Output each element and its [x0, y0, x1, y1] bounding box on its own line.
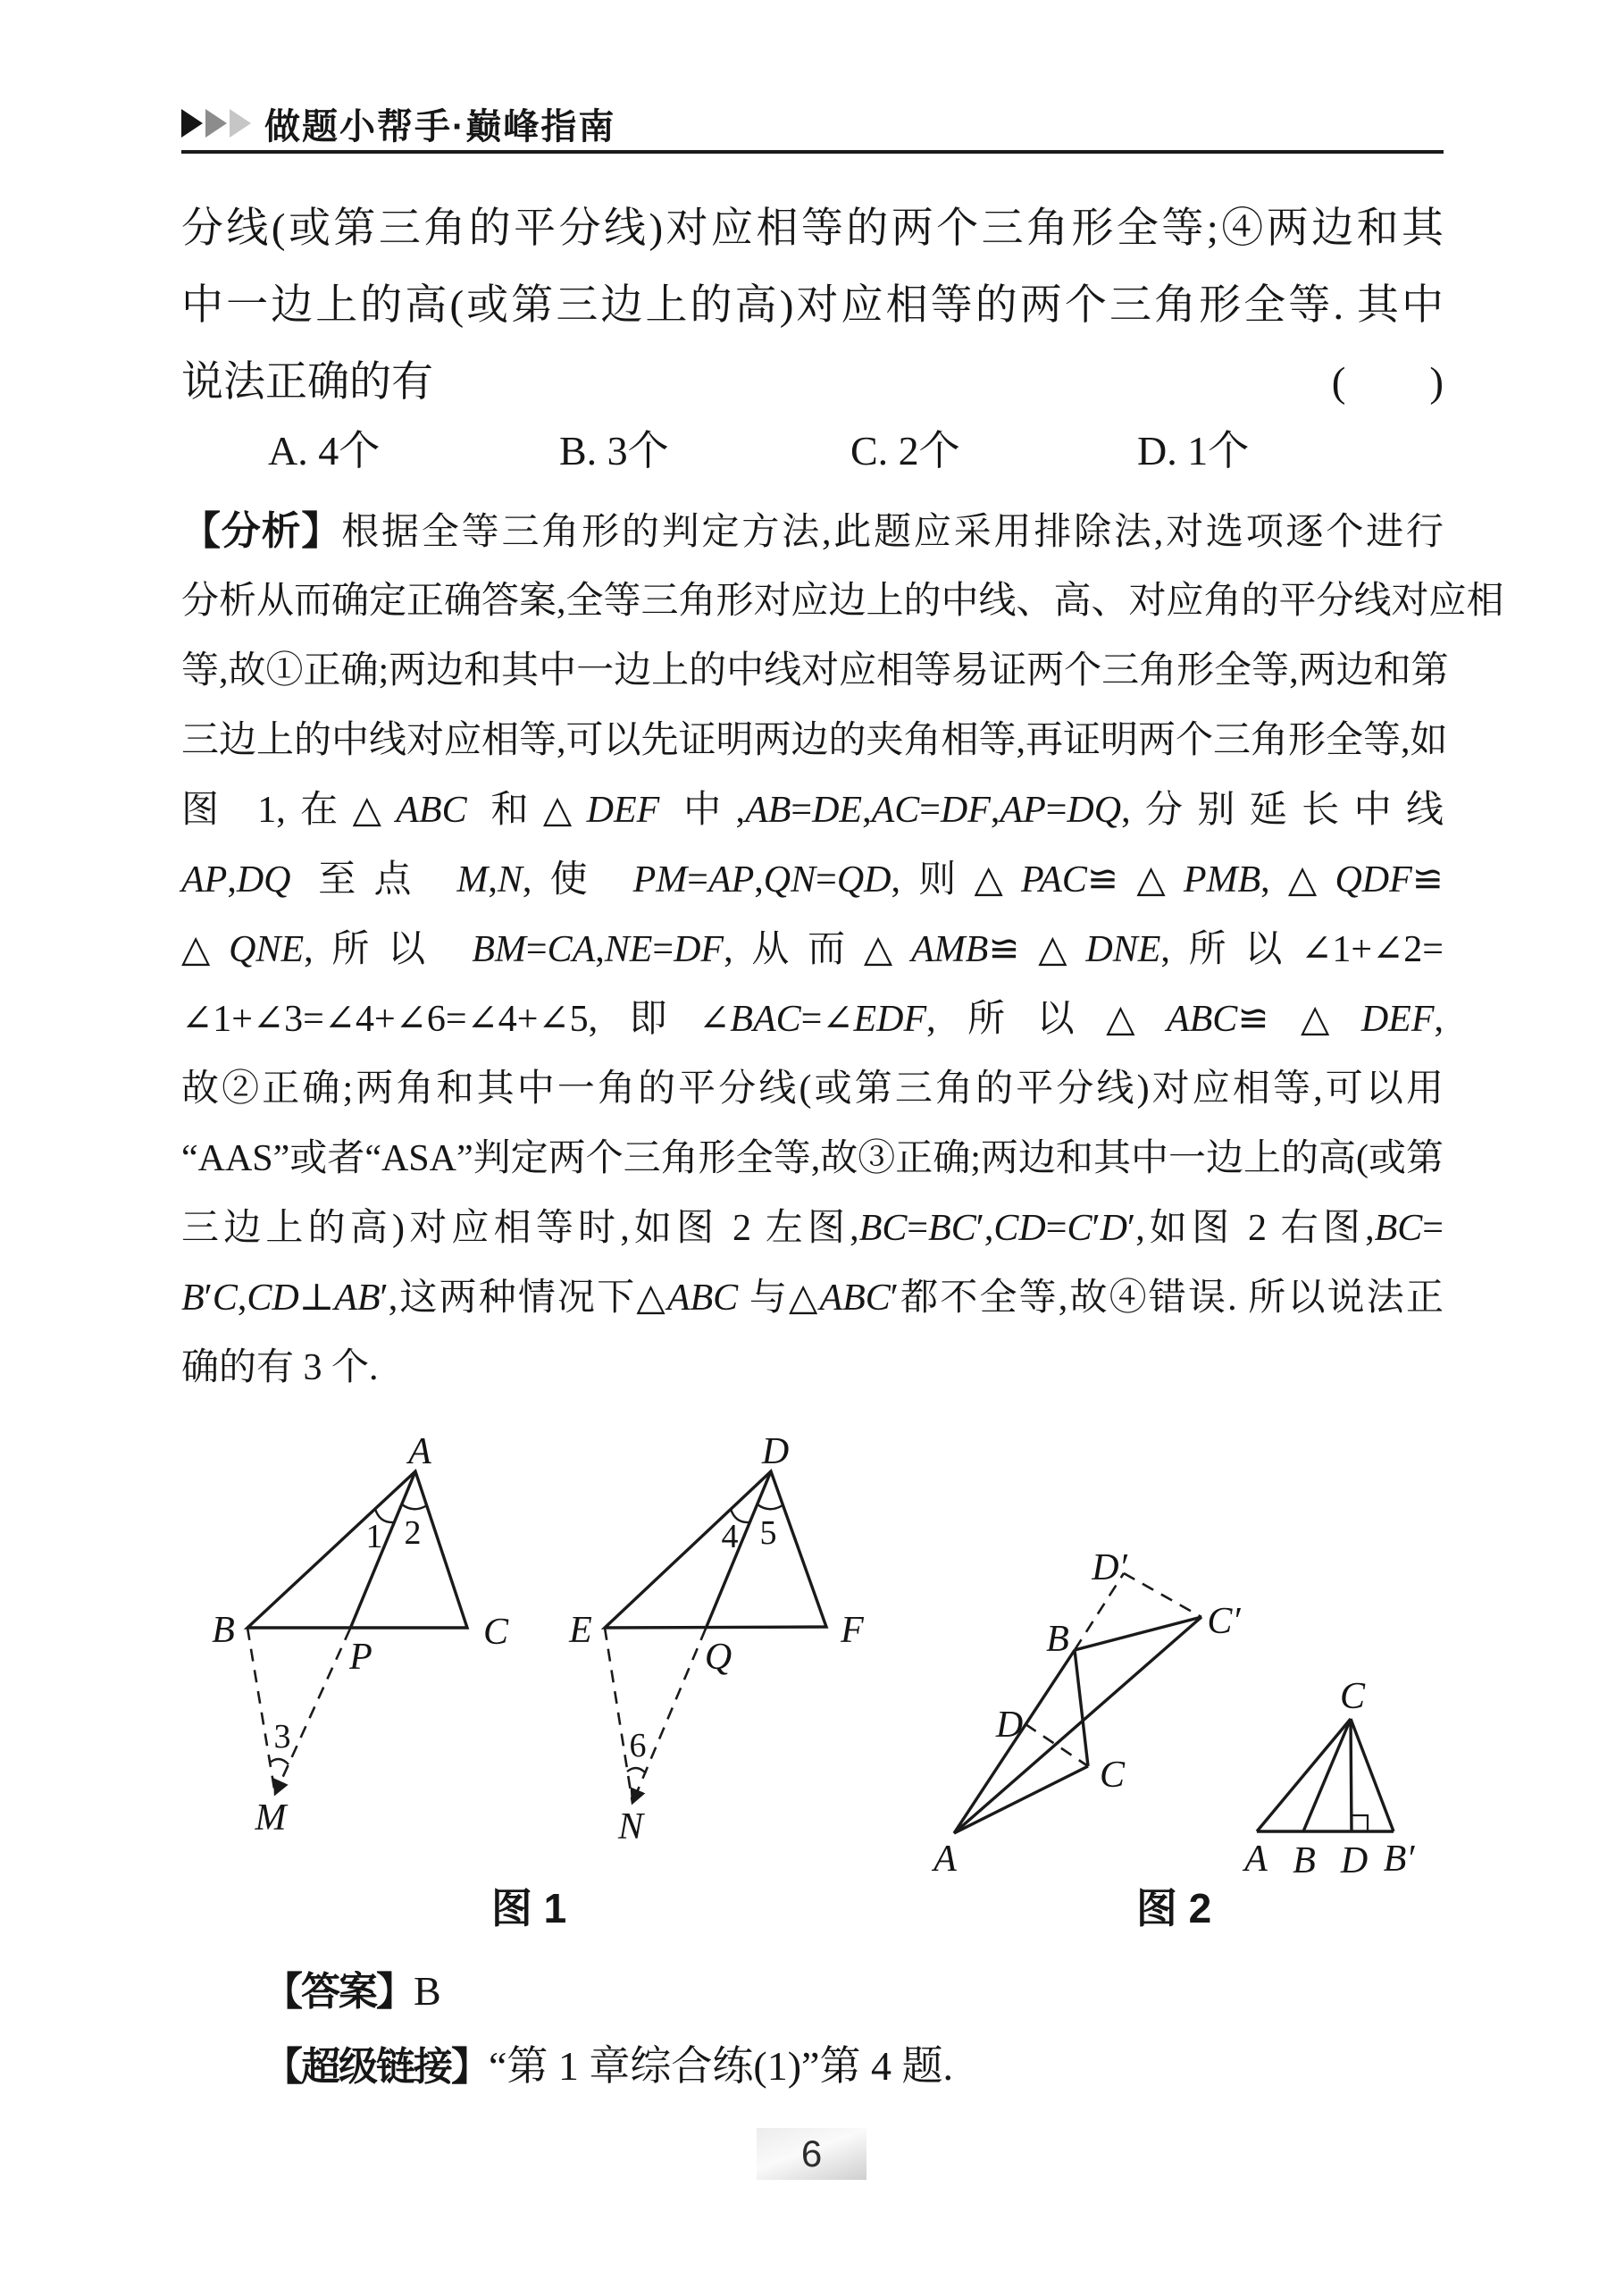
fig1-label-p: P	[349, 1637, 373, 1678]
option-a: A. 4个	[268, 428, 381, 473]
answer-line	[264, 1965, 441, 2017]
superlink-label: 【超级链接】	[264, 2045, 489, 2089]
fig1-label-f: F	[841, 1610, 864, 1651]
triangle-icon	[205, 109, 227, 138]
analysis-line: ∠1+∠3=∠4+∠6=∠4+∠5,即∠BAC=∠EDF,所以△ABC≌△DEF,	[181, 999, 1444, 1040]
superlink-line	[264, 2040, 953, 2092]
fig2-right-label-c: C	[1339, 1676, 1366, 1717]
fig1-label-q: Q	[704, 1637, 732, 1678]
fig1-angle-3: 3	[273, 1718, 291, 1755]
superlink-text: “第 1 章综合练(1)”第 4 题.	[489, 2043, 953, 2089]
question-stem-end: 说法正确的有	[181, 359, 433, 406]
figure1-caption: 图 1	[490, 1885, 567, 1931]
fig1-triangle-abc	[212, 1431, 509, 1839]
analysis-label: 【分析】	[181, 509, 342, 553]
page-header	[181, 100, 615, 147]
fig1-label-c: C	[482, 1612, 509, 1653]
fig2-left-label-b: B	[1046, 1619, 1069, 1660]
option-c: C. 2个	[850, 428, 960, 473]
fig1-angle-5: 5	[759, 1514, 777, 1552]
option-b: B. 3个	[559, 428, 669, 473]
fig1-label-m: M	[255, 1797, 287, 1839]
question-line: 中一边上的高(或第三边上的高)对应相等的两个三角形全等. 其中	[181, 282, 1444, 329]
fig1-label-n: N	[617, 1806, 644, 1847]
header-title: 做题小帮手·巅峰指南	[264, 106, 616, 147]
analysis-line: 三边上的高)对应相等时,如图 2 左图,BC=BC′,CD=C′D′,如图 2 右图,BC=	[181, 1208, 1444, 1249]
fig2-left-label-a: A	[933, 1839, 957, 1880]
question-paragraph	[181, 190, 1444, 421]
analysis-line: 故②正确;两角和其中一角的平分线(或第三角的平分线)对应相等,可以用	[181, 1068, 1444, 1110]
analysis-paragraph	[181, 497, 1504, 1403]
fig1-angle-6: 6	[629, 1727, 647, 1764]
triangle-icon	[230, 109, 251, 138]
fig2-left-label-c-prime: C′	[1207, 1601, 1241, 1642]
fig2-right-label-d: D	[1340, 1840, 1369, 1881]
analysis-line: AP,DQ 至点 M,N,使 PM=AP,QN=QD,则△PAC≌△PMB,△QDF≌	[181, 859, 1444, 901]
fig2-left-label-c: C	[1099, 1755, 1126, 1796]
fig1-angle-4: 4	[721, 1518, 739, 1555]
fig1-angle-2: 2	[404, 1514, 422, 1552]
fig1-triangle-def	[568, 1431, 864, 1847]
question-line: 分线(或第三角的平分线)对应相等的两个三角形全等;④两边和其	[181, 205, 1444, 252]
answer-label: 【答案】	[264, 1970, 414, 2014]
answer-blank: ( )	[1331, 359, 1444, 406]
analysis-line: 图 1,在△ABC 和△DEF 中,AB=DE,AC=DF,AP=DQ,分别延长中线	[181, 790, 1444, 831]
page-number-box	[757, 2128, 866, 2180]
figures-canvas	[107, 1420, 1563, 1939]
fig2-left-label-d: D	[995, 1705, 1024, 1746]
triangle-icon	[181, 109, 203, 138]
header-rule	[181, 150, 1444, 154]
fig2-right-label-b-prime: B′	[1383, 1839, 1415, 1880]
analysis-line: “AAS”或者“ASA”判定两个三角形全等,故③正确;两边和其中一边上的高(或第	[181, 1138, 1444, 1179]
fig2-left-label-d-prime: D′	[1092, 1547, 1127, 1588]
analysis-line: 确的有 3 个.	[181, 1347, 379, 1388]
fig2-right-diagram	[1242, 1676, 1415, 1881]
analysis-line: 三边上的中线对应相等,可以先证明两边的夹角相等,再证明两个三角形全等,如	[181, 720, 1448, 761]
fig1-label-a: A	[408, 1431, 431, 1472]
analysis-line: 分析从而确定正确答案,全等三角形对应边上的中线、高、对应角的平分线对应相	[181, 581, 1504, 622]
options-row	[181, 423, 1444, 479]
fig1-label-b: B	[212, 1610, 235, 1651]
analysis-text: 根据全等三角形的判定方法,此题应采用排除法,对选项逐个进行	[341, 512, 1444, 553]
figure2-caption: 图 2	[1135, 1885, 1212, 1931]
page-number: 6	[800, 2132, 823, 2174]
analysis-line: △QNE,所以 BM=CA,NE=DF,从而△AMB≌△DNE,所以∠1+∠2=	[181, 929, 1444, 970]
analysis-line: B′C,CD⊥AB′,这两种情况下△ABC 与△ABC′都不全等,故④错误. 所以说法正	[181, 1278, 1444, 1319]
fig1-angle-1: 1	[365, 1518, 383, 1555]
fig2-left-diagram	[931, 1547, 1241, 1880]
answer-value: B	[414, 1968, 441, 2014]
fig2-right-label-a: A	[1244, 1839, 1268, 1880]
fig1-label-e: E	[569, 1610, 592, 1651]
question-line	[181, 344, 1444, 421]
analysis-line	[181, 497, 1444, 566]
option-d: D. 1个	[1137, 428, 1250, 473]
analysis-line: 等,故①正确;两边和其中一边上的中线对应相等易证两个三角形全等,两边和第	[181, 650, 1449, 691]
fig2-right-label-b: B	[1293, 1840, 1316, 1881]
fig1-label-d: D	[761, 1431, 790, 1472]
